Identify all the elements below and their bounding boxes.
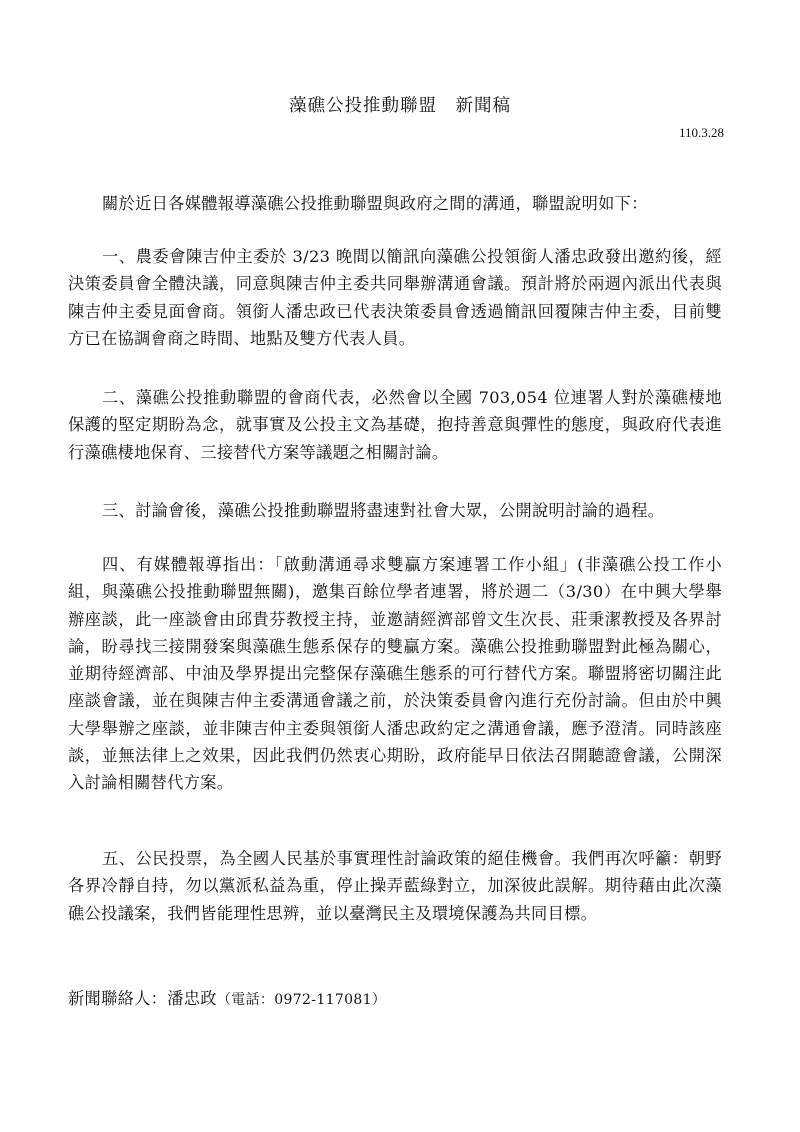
paragraph-1: 一、農委會陳吉仲主委於 3/23 晚間以簡訊向藻礁公投領銜人潘忠政發出邀約後，經決策委員會全體決議，同意與陳吉仲主委共同舉辦溝通會議。預計將於兩週內派出代表與陳吉仲主委見面會商。領銜人潘忠政已代表決策委員會透過簡訊回覆陳吉仲主委，目前雙方已在協調會商之時間、地點及雙方代表人員。 <box>68 247 722 348</box>
contact-phone: （電話：0972-117081） <box>216 992 387 1008</box>
intro-paragraph: 關於近日各媒體報導藻礁公投推動聯盟與政府之間的溝通，聯盟說明如下： <box>102 194 648 213</box>
paragraph-5: 五、公民投票，為全國人民基於事實理性討論政策的絕佳機會。我們再次呼籲：朝野各界冷靜自持，勿以黨派私益為重，停止操弄藍綠對立，加深彼此誤解。期待藉由此次藻礁公投議案，我們皆能理性思辨，並以臺灣民主及環境保護為共同目標。 <box>68 849 722 923</box>
press-contact <box>68 985 386 1009</box>
paragraph-4: 四、有媒體報導指出：「啟動溝通尋求雙贏方案連署工作小組」(非藻礁公投工作小組，與藻礁公投推動聯盟無關)，邀集百餘位學者連署，將於週二（3/30）在中興大學舉辦座談，此一座談會由邱貴芬教授主持，並邀請經濟部曾文生次長、莊秉潔教授及各界討論，盼尋找三接開發案與藻礁生態系保存的雙贏方案。藻礁公投推動聯盟對此極為關心，並期待經濟部、中油及學界提出完整保存藻礁生態系的可行替代方案。聯盟將密切關注此座談會議，並在與陳吉仲主委溝通會議之前，於決策委員會內進行充份討論。但由於中興大學舉辦之座談，並非陳吉仲主委與領銜人潘忠政約定之溝通會議，應予澄清。同時該座談，並無法律上之效果，因此我們仍然衷心期盼，政府能早日依法召開聽證會議，公開深入討論相關替代方案。 <box>68 555 722 793</box>
paragraph-3: 三、討論會後，藻礁公投推動聯盟將盡速對社會大眾，公開說明討論的過程。 <box>102 501 665 520</box>
document-title: 藻礁公投推動聯盟 新聞稿 <box>289 96 511 116</box>
document-date: 110.3.28 <box>678 125 724 140</box>
paragraph-2: 二、藻礁公投推動聯盟的會商代表，必然會以全國 703,054 位連署人對於藻礁棲地保護的堅定期盼為念，就事實及公投主文為基礎，抱持善意與彈性的態度，與政府代表進行藻礁棲地保育、三接替代方案等議題之相關討論。 <box>68 388 722 462</box>
contact-label: 新聞聯絡人：潘忠政 <box>68 989 217 1008</box>
